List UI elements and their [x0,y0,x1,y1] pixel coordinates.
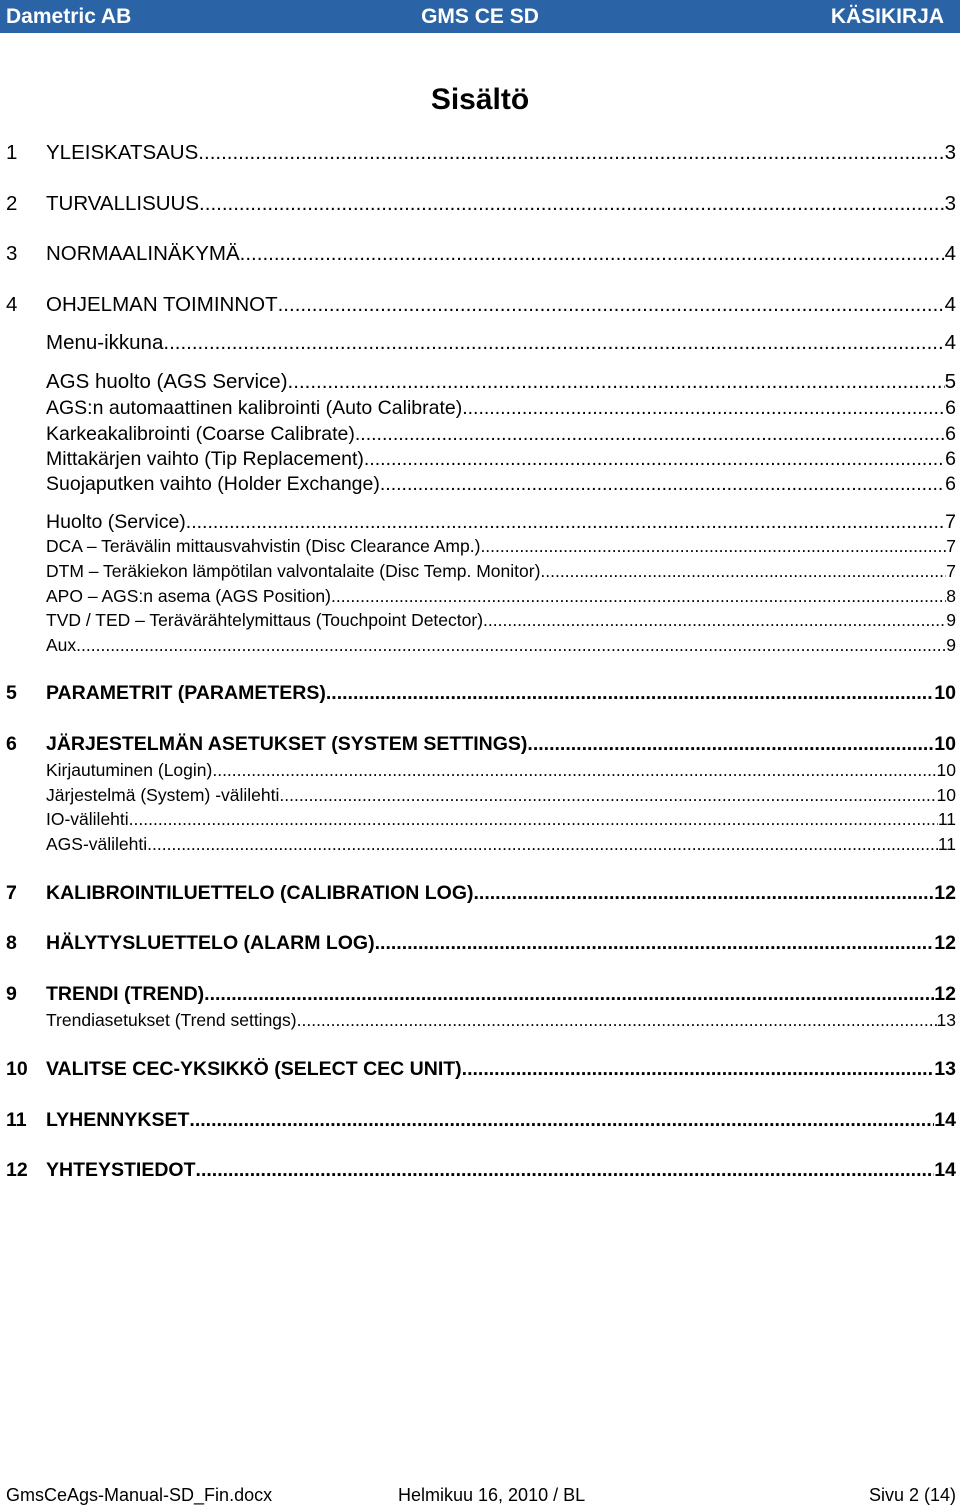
page-header [0,0,960,33]
footer-date-author: Helmikuu 16, 2010 / BL [398,1485,586,1505]
toc-entry-page: 3 [944,192,956,215]
toc-entry-number: 8 [6,932,17,954]
toc-entry-label: YHTEYSTIEDOT [46,1159,196,1181]
toc-entry-label: YLEISKATSAUS [46,141,199,164]
toc-entry-page: 14 [934,1109,956,1131]
toc-dot-leader [355,422,945,446]
toc-entry-level1[interactable] [0,1056,960,1082]
toc-entry-page: 4 [944,293,956,316]
toc-dot-leader [186,510,945,534]
toc-entry-label: IO-välilehti [46,809,129,829]
toc-entry-level3[interactable] [0,585,960,607]
toc-entry-label: Järjestelmä (System) -välilehti [46,785,280,805]
toc-entry-page: 6 [945,473,956,495]
toc-entry-level3[interactable] [0,535,960,557]
toc-entry-label: Menu-ikkuna [46,331,164,354]
toc-entry-label: AGS huolto (AGS Service) [46,370,288,393]
toc-entry-page: 7 [946,536,956,556]
toc-dot-leader [189,1107,934,1133]
toc-entry-page: 7 [945,511,956,533]
toc-entry-number: 2 [6,192,18,215]
toc-entry-label: DTM – Teräkiekon lämpötilan valvontalaite (Disc Temp. Monitor) [46,561,541,581]
toc-entry-label: APO – AGS:n asema (AGS Position) [46,586,331,606]
toc-entry-level1[interactable] [0,1107,960,1133]
toc-entry-page: 6 [945,423,956,445]
toc-entry-label: Mittakärjen vaihto (Tip Replacement) [46,448,364,470]
toc-entry-level1[interactable] [0,191,960,217]
toc-dot-leader [279,784,936,806]
toc-dot-leader [364,447,945,471]
toc-entry-level1[interactable] [0,140,960,166]
toc-entry-page: 9 [946,635,956,655]
toc-dot-leader [204,981,934,1007]
toc-dot-leader [199,191,945,217]
toc-entry-page: 6 [945,397,956,419]
toc-entry-page: 10 [934,682,956,704]
toc-dot-leader [375,930,935,956]
toc-dot-leader [462,396,945,420]
toc-dot-leader [198,140,944,166]
toc-entry-label: HÄLYTYSLUETTELO (ALARM LOG) [46,932,375,954]
toc-entry-level2[interactable] [0,808,960,830]
toc-dot-leader [331,585,946,607]
toc-dot-leader [147,833,938,855]
toc-entry-number: 6 [6,733,17,755]
toc-dot-leader [240,241,945,267]
toc-entry-number: 10 [6,1058,28,1080]
footer-page-number: Sivu 2 (14) [868,1485,956,1505]
toc-entry-label: AGS:n automaattinen kalibrointi (Auto Calibrate) [46,397,463,419]
toc-entry-page: 3 [944,141,956,164]
toc-dot-leader [483,609,946,631]
toc-entry-page: 11 [937,809,956,829]
toc-entry-level3[interactable] [0,472,960,496]
toc-entry-number: 11 [6,1109,27,1131]
toc-dot-leader [380,472,945,496]
toc-entry-page: 13 [934,1058,956,1080]
toc-entry-level1[interactable] [0,292,960,318]
toc-entry-number: 9 [6,983,17,1005]
toc-entry-level1[interactable] [0,981,960,1007]
header-company: Dametric AB [6,5,132,28]
toc-entry-page: 10 [936,760,956,780]
toc-dot-leader [212,759,936,781]
toc-entry-level1[interactable] [0,680,960,706]
toc-dot-leader [527,731,934,757]
page-footer [0,1484,960,1506]
toc-dot-leader [278,292,945,318]
toc-entry-label: AGS-välilehti [46,834,148,854]
toc-entry-label: KALIBROINTILUETTELO (CALIBRATION LOG) [46,882,474,904]
header-doc-type: KÄSIKIRJA [830,5,944,28]
toc-entry-level1[interactable] [0,880,960,906]
toc-entry-level2[interactable] [0,784,960,806]
toc-dot-leader [76,634,946,656]
toc-entry-label: TVD / TED – Terävärähtelymittaus (Touchpoint Detector) [46,610,484,630]
toc-dot-leader [129,808,938,830]
toc-entry-label: Aux [46,635,77,655]
header-product: GMS CE SD [421,5,539,28]
toc-dot-leader [474,880,935,906]
toc-entry-label: OHJELMAN TOIMINNOT [46,293,278,316]
toc-entry-level3[interactable] [0,634,960,656]
toc-entry-label: Kirjautuminen (Login) [46,760,213,780]
toc-entry-label: JÄRJESTELMÄN ASETUKSET (SYSTEM SETTINGS) [46,733,528,755]
toc-dot-leader [196,1157,935,1183]
toc-entry-number: 5 [6,682,17,704]
toc-entry-page: 13 [936,1010,956,1030]
toc-entry-level2[interactable] [0,510,960,534]
toc-entry-level1[interactable] [0,930,960,956]
toc-entry-number: 4 [6,293,18,316]
toc-entry-level2[interactable] [0,1009,960,1031]
toc-entry-level2[interactable] [0,369,960,395]
toc-entry-number: 3 [6,242,18,265]
toc-entry-label: VALITSE CEC-YKSIKKÖ (SELECT CEC UNIT) [46,1058,462,1080]
toc-dot-leader [297,1009,937,1031]
toc-entry-label: Trendiasetukset (Trend settings) [46,1010,297,1030]
toc-entry-level2[interactable] [0,759,960,781]
toc-entry-label: Huolto (Service) [46,511,186,533]
toc-entry-level1[interactable] [0,241,960,267]
toc-entry-number: 1 [6,141,18,164]
toc-entry-number: 7 [6,882,17,904]
footer-filename: GmsCeAgs-Manual-SD_Fin.docx [6,1485,273,1505]
toc-entry-page: 10 [936,785,956,805]
toc-entry-level2[interactable] [0,833,960,855]
toc-entry-page: 11 [937,834,956,854]
toc-entry-level3[interactable] [0,396,960,420]
toc-entry-page: 7 [946,561,956,581]
toc-entry-page: 12 [934,882,956,904]
toc-dot-leader [540,560,946,582]
toc-entry-level3[interactable] [0,447,960,471]
toc-entry-page: 4 [944,331,956,354]
toc-entry-level1[interactable] [0,1157,960,1183]
toc-entry-label: NORMAALINÄKYMÄ [46,242,240,265]
toc-entry-label: LYHENNYKSET [46,1109,190,1131]
toc-entry-label: Suojaputken vaihto (Holder Exchange) [46,473,380,495]
toc-entry-level3[interactable] [0,560,960,582]
toc-dot-leader [480,535,946,557]
toc-entry-level3[interactable] [0,422,960,446]
toc-entry-label: TURVALLISUUS [46,192,200,215]
toc-dot-leader [163,330,944,356]
toc-dot-leader [462,1056,935,1082]
page-title: Sisältö [430,83,530,116]
toc-entry-level3[interactable] [0,609,960,631]
toc-entry-level2[interactable] [0,330,960,356]
toc-entry-label: Karkeakalibrointi (Coarse Calibrate) [46,423,355,445]
toc-entry-page: 14 [934,1159,956,1181]
toc-entry-page: 6 [945,448,956,470]
toc-entry-page: 8 [946,586,956,606]
toc-entry-page: 4 [944,242,956,265]
toc-entry-page: 12 [934,932,956,954]
toc-entry-page: 12 [934,983,956,1005]
toc-entry-label: PARAMETRIT (PARAMETERS) [46,682,326,704]
toc-entry-page: 9 [946,610,956,630]
toc-entry-number: 12 [6,1159,28,1181]
toc-dot-leader [326,680,934,706]
toc-entry-label: TRENDI (TREND) [46,983,205,1005]
toc-entry-page: 10 [934,733,956,755]
toc-entry-label: DCA – Terävälin mittausvahvistin (Disc Clearance Amp.) [46,536,481,556]
toc-entry-page: 5 [944,370,956,393]
toc-dot-leader [288,369,945,395]
toc-entry-level1[interactable] [0,731,960,757]
